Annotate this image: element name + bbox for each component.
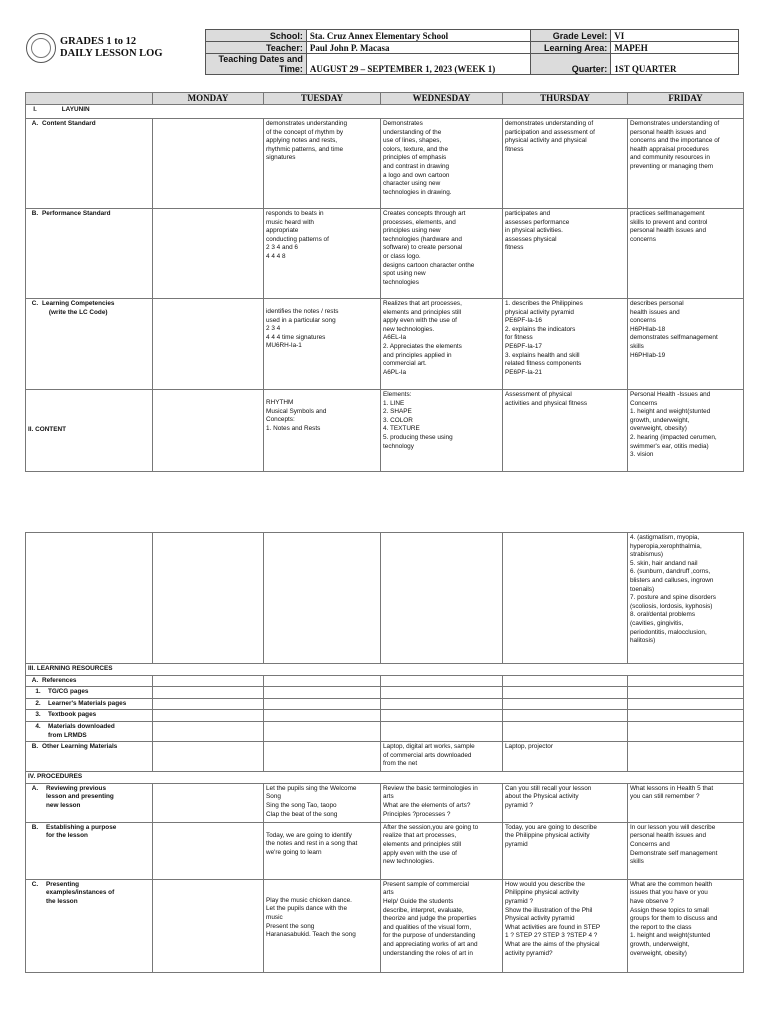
row-label: Learning Competencies (write the LC Code) bbox=[42, 300, 115, 316]
procedures-label: IV. PROCEDURES bbox=[26, 772, 744, 784]
cell-friday: Personal Health -Issues and Concerns 1. height and weight(stunted growth, underweight, overweight, obesity) 2. hearing (impacted cerumen, swimmer's ear, otitis media) 3. vision bbox=[628, 390, 744, 472]
cell-thursday: Laptop, projector bbox=[503, 742, 628, 772]
cell-wednesday: Review the basic terminologies in arts What are the elements of arts? Principles ?processes ? bbox=[381, 783, 503, 822]
reviewing-label bbox=[26, 783, 153, 822]
cell-monday bbox=[153, 879, 264, 972]
row-content-standard bbox=[26, 119, 744, 209]
cell-wednesday: Elements: 1. LINE 2. SHAPE 3. COLOR 4. TEXTURE 5. producing these using technology bbox=[381, 390, 503, 472]
cell-wednesday: Realizes that art processes, elements and principles still apply even with the use of new technologies. A6EL-Ia 2. Appreciates the elements and principles applied in commercial art. A6PL-Ia bbox=[381, 299, 503, 390]
header-info-table bbox=[205, 29, 739, 75]
day-header-monday: MONDAY bbox=[153, 93, 264, 105]
cell-wednesday: Creates concepts through art processes, elements, and principles using new technologies (hardware and software) to create personal or class logo. designs cartoon character onthe spot using new technologies bbox=[381, 209, 503, 299]
row-label: Learner's Materials pages bbox=[48, 699, 127, 707]
cell-friday: What are the common health issues that you have or you have observe ? Assign these topics to small groups for them to discuss and the report to the class 1. height and weight(stunted growth, underweight, overweight, obesity) bbox=[628, 879, 744, 972]
cell-tuesday: demonstrates understanding of the concept of rhythm by applying notes and rests, rhythmic patterns, and time signatures bbox=[264, 119, 381, 209]
cell-tuesday: responds to beats in music heard with appropriate conducting patterns of 2 3 4 and 6 4 4 4 8 bbox=[264, 209, 381, 299]
school-value: Sta. Cruz Annex Elementary School bbox=[306, 30, 531, 42]
row-procedures bbox=[26, 772, 744, 784]
learning-competencies-label bbox=[26, 299, 153, 390]
row-label: LAYUNIN bbox=[61, 106, 90, 113]
title-line-1: GRADES 1 to 12 bbox=[60, 36, 137, 47]
row-purpose bbox=[26, 822, 744, 879]
row-number: C. bbox=[31, 300, 39, 307]
cell-thursday: Can you still recall your lesson about the Physical activity pyramid ? bbox=[503, 783, 628, 822]
row-number: A. bbox=[31, 120, 39, 127]
row-presenting bbox=[26, 879, 744, 972]
teacher-value: Paul John P. Macasa bbox=[306, 42, 531, 54]
cell-friday: describes personal health issues and concerns H6PHIab-18 demonstrates selfmanagement skills H6PHIab-19 bbox=[628, 299, 744, 390]
content-cont-label bbox=[26, 533, 153, 664]
cell-thursday: How would you describe the Philippine physical activity pyramid ? Show the illustration of the Phil Physical activity pyramid What activities are found in STEP 1 ? STEP 2? STEP 3 ?STEP 4 ? What are the aims of the physical activity pyramid? bbox=[503, 879, 628, 972]
day-header-wednesday: WEDNESDAY bbox=[381, 93, 503, 105]
learning-resources-label: III. LEARNING RESOURCES bbox=[26, 664, 744, 676]
cell-monday bbox=[153, 783, 264, 822]
row-learning-competencies bbox=[26, 299, 744, 390]
row-number: 2. bbox=[35, 699, 41, 707]
row-label: Performance Standard bbox=[42, 210, 111, 217]
cell-monday bbox=[153, 533, 264, 664]
cell-tuesday: Today, we are going to identify the notes and rest in a song that we're going to learn bbox=[264, 822, 381, 879]
cell-tuesday: RHYTHM Musical Symbols and Concepts: 1. Notes and Rests bbox=[264, 390, 381, 472]
cell-tuesday bbox=[264, 533, 381, 664]
row-number: A. bbox=[31, 676, 39, 684]
row-reviewing bbox=[26, 783, 744, 822]
learning-area-value: MAPEH bbox=[611, 42, 739, 54]
row-number: A. bbox=[31, 784, 39, 792]
row-label: Content Standard bbox=[42, 120, 96, 127]
content-standard-label bbox=[26, 119, 153, 209]
cell-thursday: demonstrates understanding of participation and assessment of physical activity and physical fitness bbox=[503, 119, 628, 209]
other-materials-label bbox=[26, 742, 153, 772]
lesson-table-top bbox=[25, 92, 744, 472]
lm-pages-label bbox=[26, 698, 153, 710]
cell-monday bbox=[153, 742, 264, 772]
row-learning-resources bbox=[26, 664, 744, 676]
tg-cg-label bbox=[26, 687, 153, 699]
row-number: 4. bbox=[35, 722, 41, 730]
quarter-value: 1ST QUARTER bbox=[611, 54, 739, 75]
row-lm-pages bbox=[26, 698, 744, 710]
row-number: C. bbox=[31, 880, 39, 888]
row-content-continued bbox=[26, 533, 744, 664]
cell-tuesday: Let the pupils sing the Welcome Song Sing the song Tao, taopo Clap the beat of the song bbox=[264, 783, 381, 822]
row-label: Reviewing previous lesson and presenting new lesson bbox=[46, 784, 114, 809]
quarter-label: Quarter: bbox=[531, 54, 611, 75]
day-header-friday: FRIDAY bbox=[628, 93, 744, 105]
day-header-thursday: THURSDAY bbox=[503, 93, 628, 105]
cell-wednesday: After the session,you are going to realize that art processes, elements and principles still apply even with the use of new technologies. bbox=[381, 822, 503, 879]
row-label: TG/CG pages bbox=[48, 688, 89, 696]
teaching-dates-label bbox=[206, 54, 307, 75]
row-performance-standard bbox=[26, 209, 744, 299]
content-label: II. CONTENT bbox=[26, 390, 153, 472]
cell-thursday: participates and assesses performance in physical activities. assesses physical fitness bbox=[503, 209, 628, 299]
row-label: Textbook pages bbox=[48, 711, 97, 719]
cell-tuesday: identifies the notes / rests used in a particular song 2 3 4 4 4 4 time signatures MU6RH-Ia-1 bbox=[264, 299, 381, 390]
lesson-table-bottom bbox=[25, 532, 744, 973]
cell-tuesday bbox=[264, 742, 381, 772]
row-number: 1. bbox=[35, 688, 41, 696]
cell-thursday bbox=[503, 533, 628, 664]
references-label bbox=[26, 675, 153, 687]
row-textbook bbox=[26, 710, 744, 722]
textbook-label bbox=[26, 710, 153, 722]
performance-standard-label bbox=[26, 209, 153, 299]
cell-monday bbox=[153, 119, 264, 209]
cell-monday bbox=[153, 299, 264, 390]
presenting-label bbox=[26, 879, 153, 972]
cell-wednesday: Demonstrates understanding of the use of lines, shapes, colors, texture, and the principles of emphasis and contrast in drawing a logo and own cartoon character using new technologies in drawing. bbox=[381, 119, 503, 209]
day-header-tuesday: TUESDAY bbox=[264, 93, 381, 105]
row-number: B. bbox=[31, 743, 39, 751]
row-number: B. bbox=[31, 823, 39, 831]
row-tg-cg bbox=[26, 687, 744, 699]
teaching-dates-label-2: Time: bbox=[278, 64, 303, 74]
cell-friday: practices selfmanagement skills to prevent and control personal health issues and concerns bbox=[628, 209, 744, 299]
lrmds-label bbox=[26, 721, 153, 741]
row-label: Other Learning Materials bbox=[42, 743, 118, 751]
deped-seal-icon bbox=[26, 33, 56, 63]
document-title bbox=[60, 36, 163, 59]
row-label: References bbox=[42, 676, 77, 684]
row-label: Establishing a purpose for the lesson bbox=[46, 823, 117, 840]
grade-level-value: VI bbox=[611, 30, 739, 42]
row-number: 3. bbox=[35, 711, 41, 719]
cell-thursday: Assessment of physical activities and physical fitness bbox=[503, 390, 628, 472]
purpose-label bbox=[26, 822, 153, 879]
layunin-label bbox=[26, 105, 744, 119]
row-content bbox=[26, 390, 744, 472]
row-lrmds bbox=[26, 721, 744, 741]
row-references bbox=[26, 675, 744, 687]
cell-friday: In our lesson you will describe personal health issues and Concerns and Demonstrate self management skills bbox=[628, 822, 744, 879]
row-label: Presenting examples/instances of the lesson bbox=[46, 880, 115, 905]
teaching-dates-value: AUGUST 29 – SEPTEMBER 1, 2023 (WEEK 1) bbox=[306, 54, 531, 75]
cell-monday bbox=[153, 822, 264, 879]
cell-wednesday bbox=[381, 533, 503, 664]
cell-friday: 4. (astigmatism, myopia, hyperopia,xerophthalmia, strabismus) 5. skin, hair andand nail 6. (sunburn, dandruff ,corns, blisters and calluses, ingrown toenails) 7. posture and spine disorders (scoliosis, lordosis, kyphosis) 8. oral/dental problems (cavities, gingivitis, periodontitis, malocclusion, halitosis) bbox=[628, 533, 744, 664]
row-layunin bbox=[26, 105, 744, 119]
corner-header bbox=[26, 93, 153, 105]
cell-thursday: 1. describes the Philippines physical activity pyramid PE6PF-Ia-16 2. explains the indicators for fitness PE6PF-Ia-17 3. explains health and skill related fitness components PE6PF-Ia-21 bbox=[503, 299, 628, 390]
cell-wednesday: Present sample of commercial arts Help/ Guide the students describe, interpret, evaluate, theorize and judge the properties and qualities of the visual form, for the purpose of understanding and appreciating works of art and understanding the roles of art in bbox=[381, 879, 503, 972]
row-number: B. bbox=[31, 210, 39, 217]
row-other-materials bbox=[26, 742, 744, 772]
cell-wednesday: Laptop, digital art works, sample of commercial arts downloaded from the net bbox=[381, 742, 503, 772]
row-number: I. bbox=[33, 106, 37, 113]
cell-tuesday: Play the music chicken dance. Let the pupils dance with the music Present the song Haranasabukid. Teach the song bbox=[264, 879, 381, 972]
teaching-dates-label-1: Teaching Dates and bbox=[218, 54, 303, 64]
learning-area-label: Learning Area: bbox=[531, 42, 611, 54]
teacher-label: Teacher: bbox=[206, 42, 307, 54]
title-line-2: DAILY LESSON LOG bbox=[60, 47, 163, 59]
row-label: Materials downloaded from LRMDS bbox=[48, 722, 115, 739]
cell-friday: What lessons in Health 5 that you can still remember ? bbox=[628, 783, 744, 822]
cell-friday bbox=[628, 742, 744, 772]
cell-monday bbox=[153, 209, 264, 299]
cell-friday: Demonstrates understanding of personal health issues and concerns and the importance of health appraisal procedures and community resources in preventing or managing them bbox=[628, 119, 744, 209]
grade-level-label: Grade Level: bbox=[531, 30, 611, 42]
cell-thursday: Today, you are going to describe the Philippine physical activity pyramid bbox=[503, 822, 628, 879]
cell-monday bbox=[153, 390, 264, 472]
school-label: School: bbox=[206, 30, 307, 42]
